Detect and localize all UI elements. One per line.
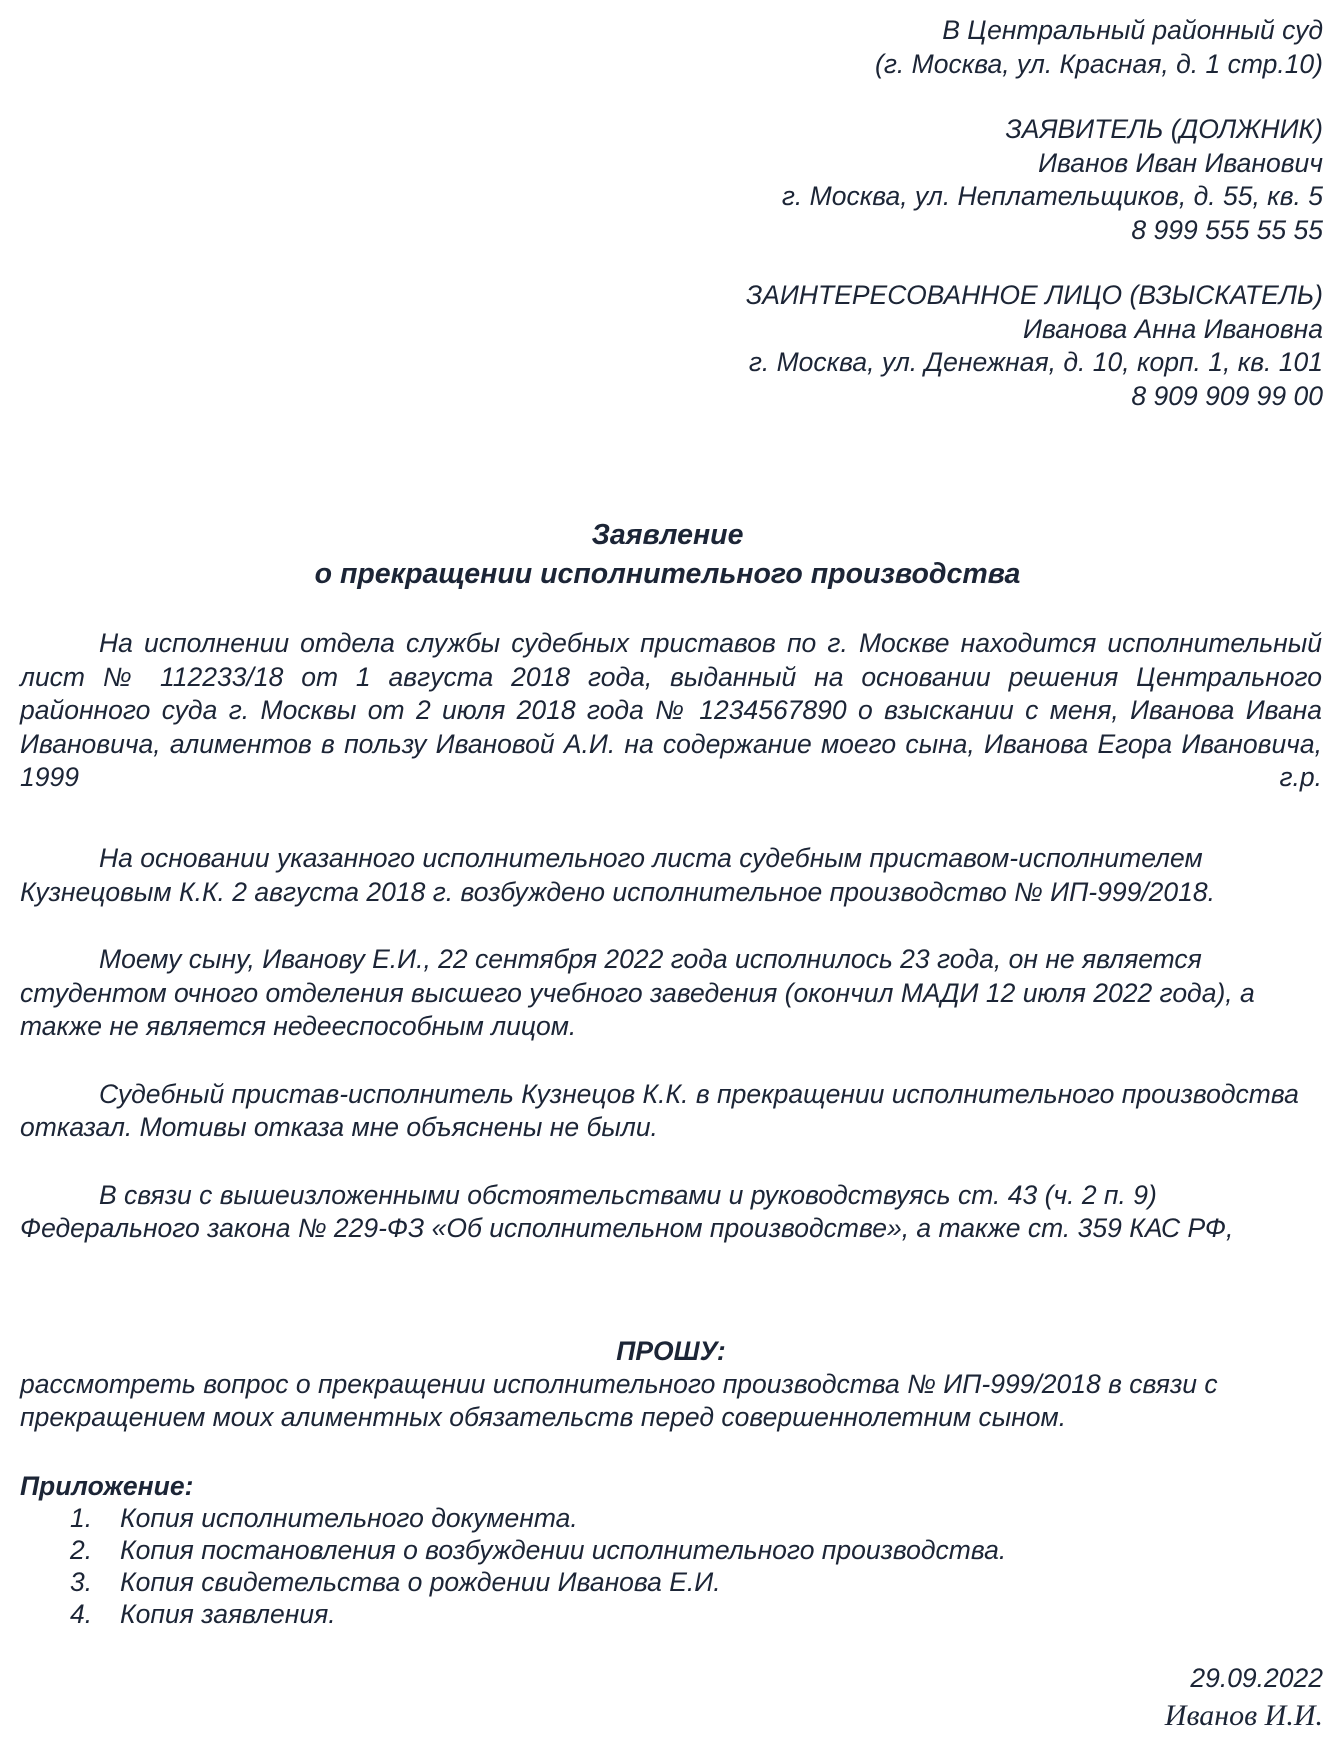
document-header [423,14,1323,413]
signature: Иванов И.И. [1164,1699,1323,1732]
court-address: (г. Москва, ул. Красная, д. 1 стр.10) [875,48,1323,79]
interested-party-label: ЗАИНТЕРЕСОВАННОЕ ЛИЦО (ВЗЫСКАТЕЛЬ) [745,280,1323,310]
interested-party-name: Иванова Анна Ивановна [1023,313,1323,344]
applicant-block [423,113,1323,247]
paragraph-5: В связи с вышеизложенными обстоятельствами и руководствуясь ст. 43 (ч. 2 п. 9) Федерального закона № 229-ФЗ «Об исполнительном производстве», а также ст. 359 КАС РФ, [20,1179,1234,1243]
paragraph-3: Моему сыну, Иванову Е.И., 22 сентября 2022 года исполнилось 23 года, он не является студентом очного отделения высшего учебного заведения (окончил МАДИ 12 июля 2022 года), а также не является недееспособным лицом. [20,944,1255,1041]
list-item: 4. Копия заявления. [70,1599,336,1629]
paragraph-2: На основании указанного исполнительного листа судебным приставом-исполнителем Кузнецовым К.К. 2 августа 2018 г. возбуждено исполнительное производство № ИП-999/2018. [20,843,1215,907]
interested-party-block [423,279,1323,413]
list-item: 3. Копия свидетельства о рождении Иванова Е.И. [70,1567,721,1597]
interested-party-phone: 8 909 909 99 00 [1131,380,1323,411]
document-date: 29.09.2022 [1190,1663,1323,1693]
court-name: В Центральный районный суд [942,15,1323,45]
document-footer [1165,1660,1323,1734]
request-text: рассмотреть вопрос о прекращении исполнительного производства № ИП-999/2018 в связи с прекращением моих алиментных обязательств перед совершеннолетним сыном. [20,1369,1218,1432]
document-title [0,516,1335,594]
attachments-heading: Приложение: [20,1471,194,1501]
applicant-address: г. Москва, ул. Неплательщиков, д. 55, кв. 5 [781,181,1323,211]
attachments-section [20,1470,1322,1630]
applicant-label: ЗАЯВИТЕЛЬ (ДОЛЖНИК) [1005,114,1323,144]
list-item: 2. Копия постановления о возбуждении исполнительного производства. [70,1535,1007,1565]
title-line-1: Заявление [591,519,744,551]
request-section [20,1335,1322,1434]
applicant-phone: 8 999 555 55 55 [1131,214,1323,245]
interested-party-address: г. Москва, ул. Денежная, д. 10, корп. 1, кв. 101 [748,347,1323,377]
court-block [423,14,1323,81]
applicant-name: Иванов Иван Иванович [1038,147,1323,178]
paragraph-1: На исполнении отдела службы судебных приставов по г. Москве находится исполнительный лист № 112233/18 от 1 августа 2018 года, выданный на основании решения Центрального районного суда г. Москвы от 2 июля 2018 года № 1234567890 о взыскании с меня, Иванова Ивана Ивановича, алиментов в пользу Ивановой А.И. на содержание моего сына, Иванова Егора Ивановича, 1999 г.р. [20,628,1322,792]
list-item: 1. Копия исполнительного документа. [70,1503,578,1533]
paragraph-4: Судебный пристав-исполнитель Кузнецов К.К. в прекращении исполнительного производства отказал. Мотивы отказа мне объяснены не были. [20,1078,1299,1142]
request-heading: ПРОШУ: [616,1336,726,1366]
title-line-2: о прекращении исполнительного производства [314,558,1021,590]
attachments-list [20,1502,1322,1630]
document-body [20,627,1322,1280]
